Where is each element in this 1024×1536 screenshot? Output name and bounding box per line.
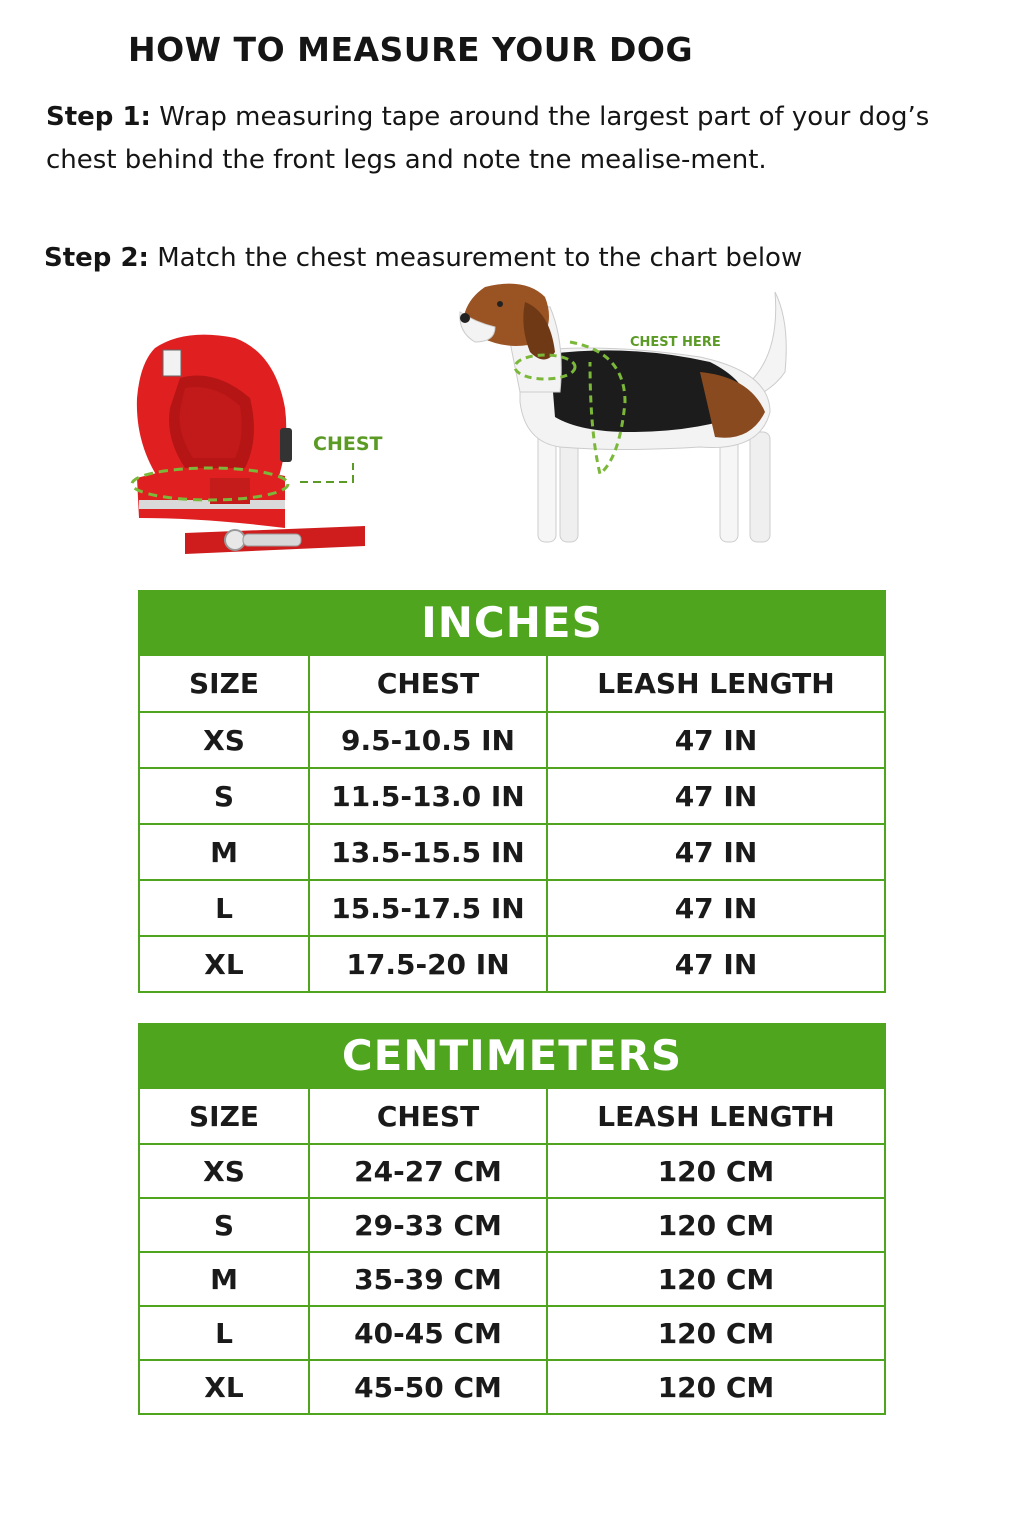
header-size: SIZE (188, 1099, 259, 1133)
leash-cell: 120 CM (546, 1361, 884, 1413)
step-2-label: Step 2: (44, 243, 149, 273)
chest-cell: 13.5-15.5 IN (308, 825, 546, 879)
table-row (140, 1143, 884, 1197)
size-cell: XL (204, 947, 244, 981)
header-chest: CHEST (308, 1089, 546, 1143)
dog-image (450, 282, 820, 567)
table-header-row (140, 654, 884, 711)
size-cell: M (210, 835, 238, 869)
table-row (140, 711, 884, 767)
table-row (140, 823, 884, 879)
header-chest: CHEST (308, 656, 546, 711)
dog-chest-here-label: CHEST HERE (630, 335, 721, 350)
table-row (140, 1251, 884, 1305)
leash-cell: 47 IN (546, 881, 884, 935)
header-leash-length: LEASH LENGTH (546, 656, 884, 711)
chest-cell: 29-33 CM (308, 1199, 546, 1251)
table-row (140, 935, 884, 991)
chest-cell: 15.5-17.5 IN (308, 881, 546, 935)
leash-cell: 120 CM (546, 1253, 884, 1305)
header-leash-length: LEASH LENGTH (546, 1089, 884, 1143)
centimeters-table-title: CENTIMETERS (140, 1025, 884, 1087)
step-1-label: Step 1: (46, 102, 151, 132)
leash-cell: 47 IN (546, 825, 884, 879)
leash-cell: 120 CM (546, 1199, 884, 1251)
size-cell: S (213, 779, 235, 813)
chest-cell: 40-45 CM (308, 1307, 546, 1359)
leash-cell: 47 IN (546, 713, 884, 767)
chest-cell: 9.5-10.5 IN (308, 713, 546, 767)
leash-cell: 47 IN (546, 769, 884, 823)
inches-size-table (138, 590, 886, 993)
table-row (140, 1197, 884, 1251)
harness-chest-label: CHEST (313, 433, 383, 455)
centimeters-size-table (138, 1023, 886, 1415)
size-cell: L (215, 891, 233, 925)
leash-cell: 47 IN (546, 937, 884, 991)
table-row (140, 1305, 884, 1359)
step-2-instruction (44, 237, 984, 280)
chest-cell: 17.5-20 IN (308, 937, 546, 991)
header-size: SIZE (188, 667, 259, 700)
chest-cell: 35-39 CM (308, 1253, 546, 1305)
table-row (140, 767, 884, 823)
size-cell: XL (204, 1370, 244, 1404)
chest-cell: 24-27 CM (308, 1145, 546, 1197)
leash-cell: 120 CM (546, 1145, 884, 1197)
chest-cell: 45-50 CM (308, 1361, 546, 1413)
size-cell: L (215, 1316, 233, 1350)
table-row (140, 879, 884, 935)
chest-cell: 11.5-13.0 IN (308, 769, 546, 823)
size-cell: XS (203, 723, 245, 757)
inches-table-title: INCHES (140, 592, 884, 654)
step-1-instruction (46, 96, 976, 182)
page-title: HOW TO MEASURE YOUR DOG (128, 30, 694, 69)
leash-cell: 120 CM (546, 1307, 884, 1359)
step-2-text: Match the chest measurement to the chart below (148, 243, 803, 273)
step-1-text: Wrap measuring tape around the largest part of your dog’s chest behind the front legs and note tne mealise-ment. (46, 102, 930, 175)
table-header-row (140, 1087, 884, 1143)
size-cell: M (210, 1262, 238, 1296)
size-cell: XS (203, 1154, 245, 1188)
table-row (140, 1359, 884, 1413)
size-cell: S (213, 1208, 235, 1242)
